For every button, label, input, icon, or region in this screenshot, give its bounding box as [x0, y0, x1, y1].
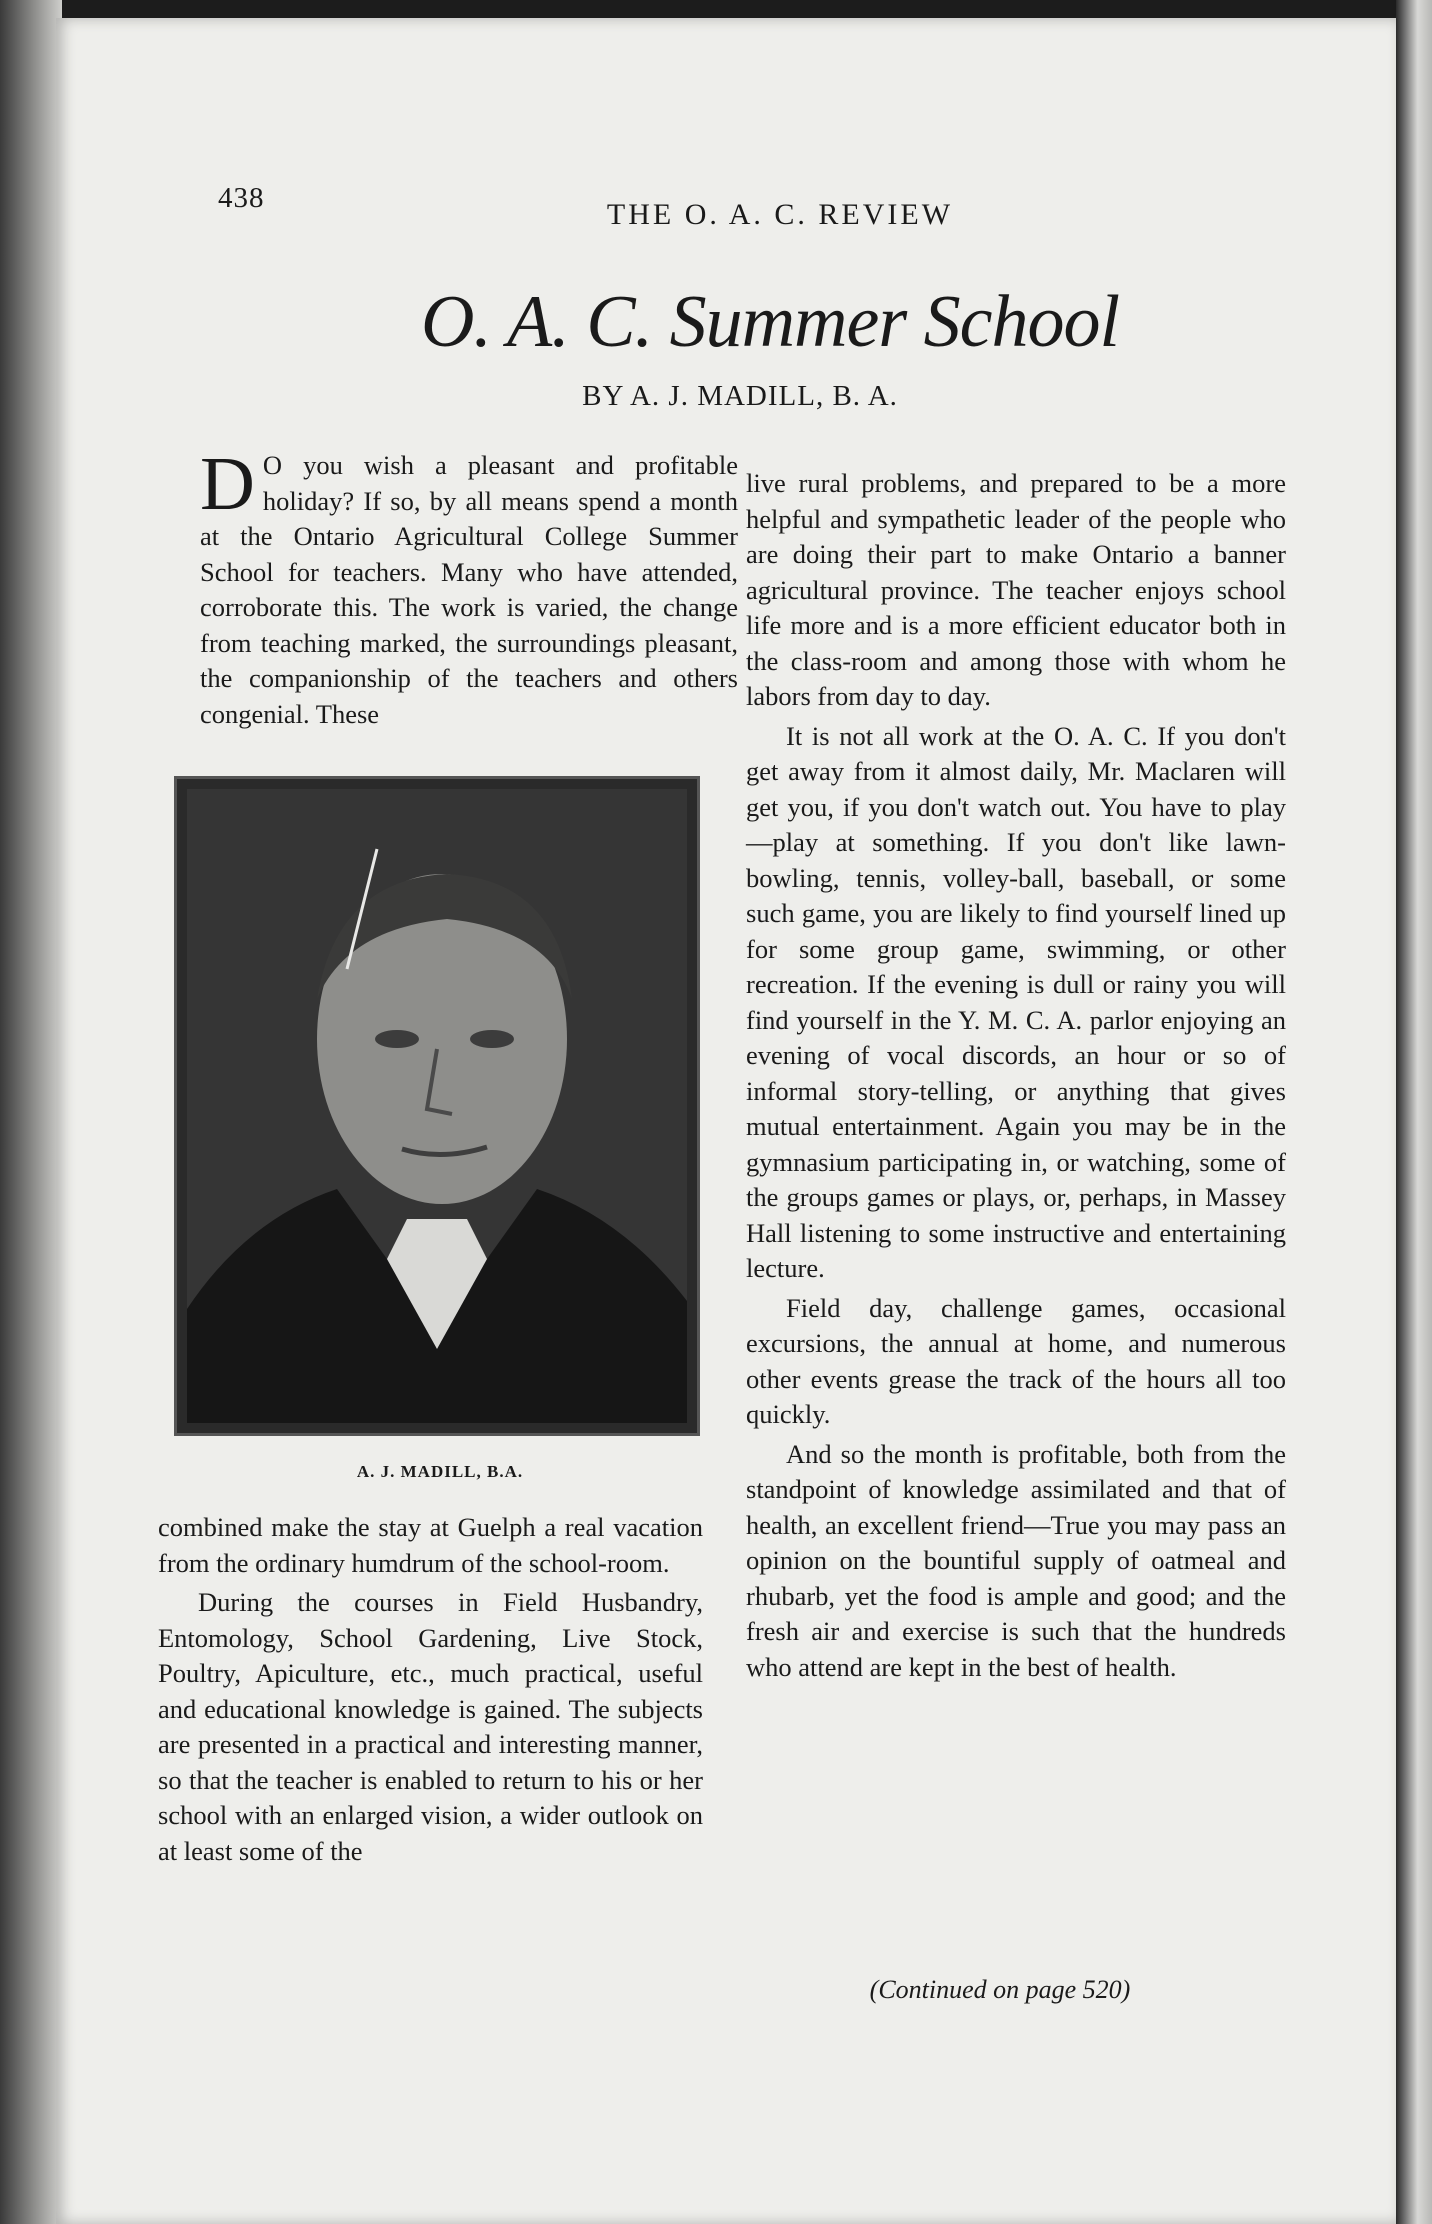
- portrait-silhouette: [187, 789, 687, 1423]
- column-1-bottom: [158, 1510, 703, 1869]
- page-number: 438: [218, 182, 265, 214]
- intro-text: O you wish a pleasant and profitable holiday? If so, by all means spend a month at the Ontario Agricultural College Summer School for teachers. Many who have attended, corroborate this. The work is varied, the change from teaching marked, the surroundings pleasant, the companionship of the teachers and others congenial. These: [200, 450, 738, 729]
- column-2: [746, 466, 1286, 1685]
- book-spine: [1396, 0, 1432, 2224]
- column-1-top: [200, 442, 738, 732]
- article-title: O. A. C. Summer School: [420, 281, 1120, 363]
- paragraph-intro: [200, 442, 738, 732]
- running-head: THE O. A. C. REVIEW: [606, 198, 954, 231]
- paragraph: Field day, challenge games, occasional excursions, the annual at home, and numerous other events grease the track of the hours all too quickly.: [746, 1292, 1286, 1429]
- drop-cap: D: [200, 442, 255, 526]
- portrait-image: [187, 789, 687, 1423]
- paragraph: During the courses in Field Husbandry, Entomology, School Gardening, Live Stock, Poultry, Apiculture, etc., much practical, useful and educational knowledge is gained. The subjects are presented in a practical and interesting manner, so that the teacher is enabled to return to his or her school with an enlarged vision, a wider outlook on at least some of the: [158, 1587, 703, 1866]
- paragraph: live rural problems, and prepared to be a more helpful and sympathetic leader of the people who are doing their part to make Ontario a banner agricultural province. The teacher enjoys school life more and is a more efficient educator both in the class-room and among those with whom he labors from day to day.: [746, 468, 1286, 711]
- paragraph: It is not all work at the O. A. C. If you don't get away from it almost daily, Mr. Maclaren will get you, if you don't watch out. You have to play—play at something. If you don't like lawn-bowling, tennis, volley-ball, baseball, or some such game, you are likely to find yourself lined up for some group game, swimming, or other recreation. If the evening is dull or rainy you will find yourself in the Y. M. C. A. parlor enjoying an evening of vocal discords, an hour or so of informal story-telling, or anything that gives mutual entertainment. Again you may be in the gymnasium participating in, or watching, some of the groups games or plays, or, perhaps, in Massey Hall listening to some instructive and entertaining lecture.: [746, 720, 1286, 1283]
- continued-note: (Continued on page 520): [869, 1975, 1131, 2004]
- paragraph: And so the month is profitable, both from the standpoint of knowledge assimilated and that of health, an excellent friend—True you may pass an opinion on the bountiful supply of oatmeal and rhubarb, yet the food is ample and good; and the fresh air and exercise is such that the hundreds who attend are kept in the best of health.: [746, 1438, 1286, 1682]
- byline: BY A. J. MADILL, B. A.: [582, 380, 898, 412]
- author-photo: [174, 776, 700, 1436]
- scan-edge-left: [0, 0, 62, 2224]
- paragraph: combined make the stay at Guelph a real vacation from the ordinary humdrum of the school-room.: [158, 1512, 703, 1578]
- photo-caption: A. J. MADILL, B.A.: [356, 1462, 524, 1481]
